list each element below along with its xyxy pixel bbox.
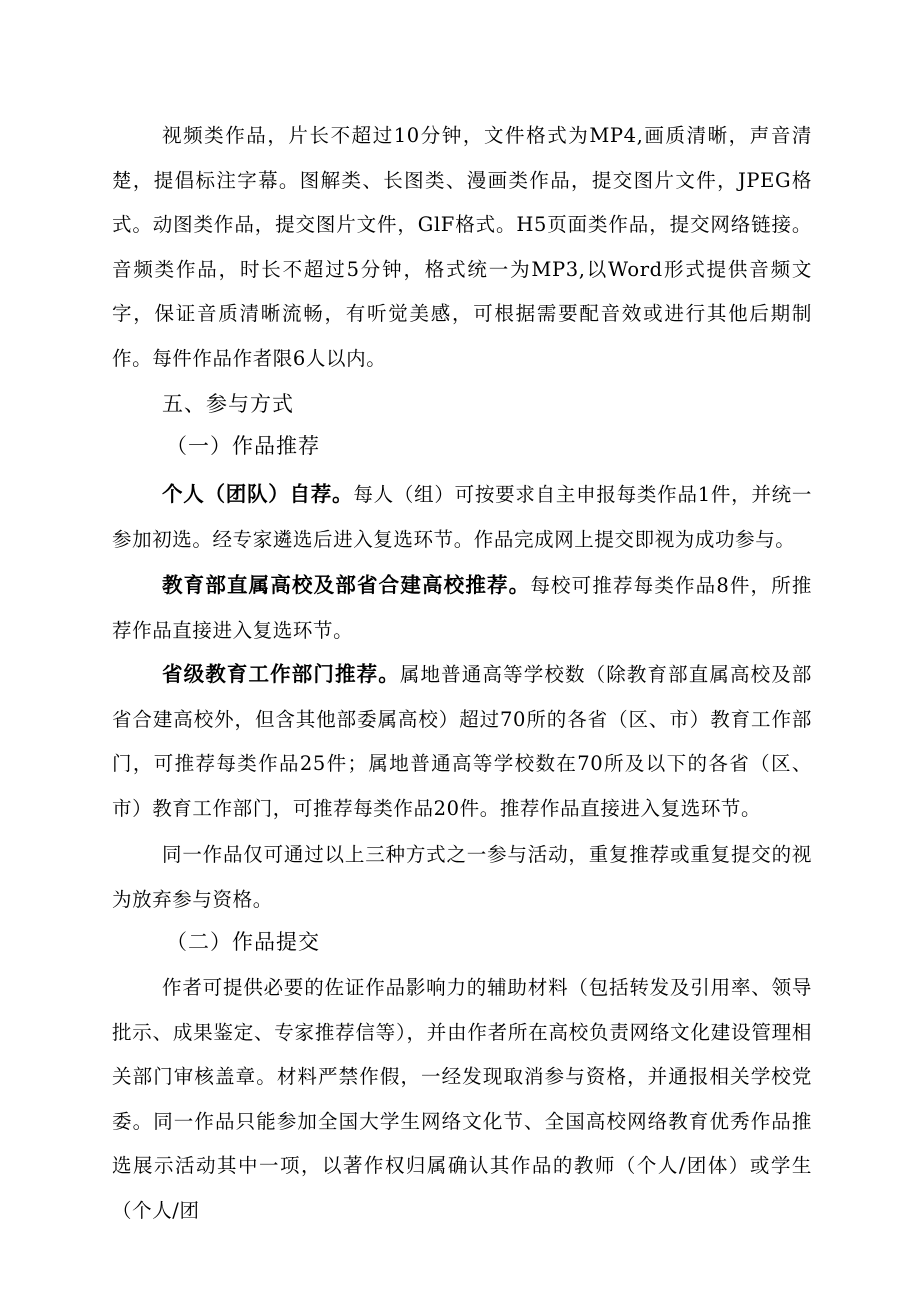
paragraph-self-recommendation — [112, 472, 812, 562]
paragraph-same-work-rule: 同一作品仅可通过以上三种方式之一参与活动，重复推荐或重复提交的视为放弃参与资格。 — [112, 843, 812, 911]
province-recommend-lead: 省级教育工作部门推荐。 — [162, 662, 400, 686]
paragraph-submission-materials: 作者可提供必要的佐证作品影响力的辅助材料（包括转发及引用率、领导批示、成果鉴定、专家推荐信等），并由作者所在高校负责网络文化建设管理相关部门审核盖章。材料严禁作假，一经发现取消参与资格，并通报相关学校党委。同一作品只能参加全国大学生网络文化节、全国高校网络教育优秀作品推选展示活动其中一项，以著作权归属确认其作品的教师（个人/团体）或学生（个人/团 — [112, 976, 812, 1222]
paragraph-province-recommendation — [112, 652, 812, 831]
self-recommend-body: 每人（组）可按要求自主申报每类作品1件，并统一参加初选。经专家遴选后进入复选环节。作品完成网上提交即视为成功参与。 — [112, 483, 812, 551]
university-recommend-lead: 教育部直属高校及部省合建高校推荐。 — [162, 573, 531, 597]
subsection-one-heading: （一）作品推荐 — [166, 434, 320, 458]
province-recommend-body: 属地普通高等学校数（除教育部直属高校及部省合建高校外，但含其他部委属高校）超过70所的各省（区、市）教育工作部门，可推荐每类作品25件；属地普通高等学校数在70所及以下的各省（区、市）教育工作部门，可推荐每类作品20件。推荐作品直接进入复选环节。 — [112, 663, 812, 820]
self-recommend-lead: 个人（团队）自荐。 — [162, 482, 354, 506]
section-five-heading: 五、参与方式 — [162, 392, 294, 416]
paragraph-university-recommendation — [112, 563, 812, 653]
subsection-two-heading: （二）作品提交 — [166, 930, 320, 954]
paragraph-file-format-requirements: 视频类作品，片长不超过10分钟，文件格式为MP4,画质清晰，声音清楚，提倡标注字幕。图解类、长图类、漫画类作品，提交图片文件，JPEG格式。动图类作品，提交图片文件，GlF格式。H5页面类作品，提交网络链接。音频类作品，时长不超过5分钟，格式统一为MP3,以Word形式提供音频文字，保证音质清晰流畅，有听觉美感，可根据需要配音效或进行其他后期制作。每件作品作者限6人以内。 — [112, 124, 812, 370]
university-recommend-body: 每校可推荐每类作品8件，所推荐作品直接进入复选环节。 — [112, 574, 812, 642]
